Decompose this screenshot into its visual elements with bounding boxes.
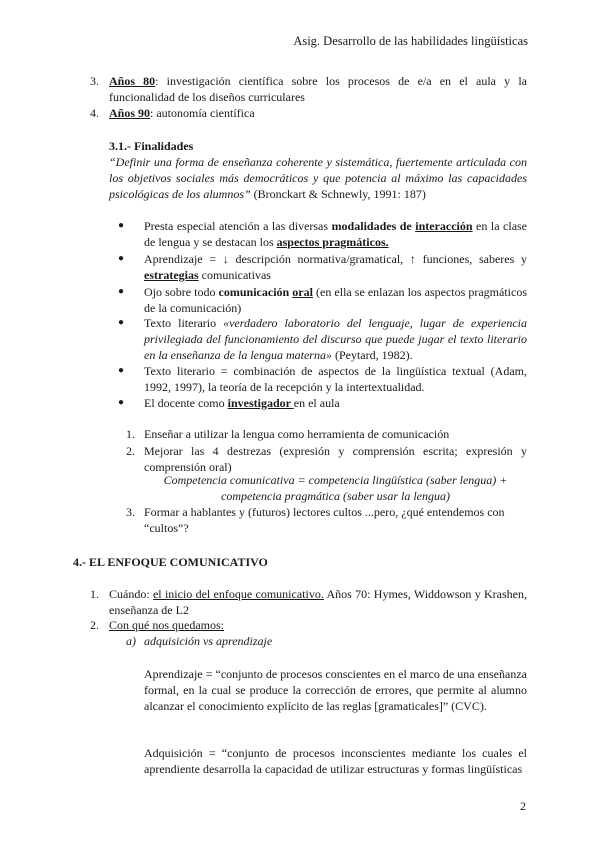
bullet-icon: ●	[118, 365, 125, 376]
keyword: modalidades de	[331, 219, 416, 233]
competence-line	[144, 488, 527, 504]
sub-item	[144, 633, 272, 649]
keyword: investigador	[227, 396, 294, 410]
bullet-item	[144, 284, 527, 316]
keyword: comunicación	[218, 285, 290, 299]
list-number: 3.	[90, 74, 99, 88]
bullet-item	[144, 315, 527, 363]
bullet-item	[144, 395, 527, 411]
text: adquisición vs aprendizaje	[144, 634, 273, 648]
quote-text: «verdadero laboratorio del lenguaje, lugar de experiencia privilegiada del funcionamiento del discurso que puede jugar el texto literario en la enseñanza de la lengua materna»	[144, 316, 527, 362]
list-item	[109, 73, 527, 105]
keyword: Años 80	[109, 74, 156, 88]
text: Años 70: Hymes, Widdowson y Krashen, enseñanza de L2	[109, 587, 527, 617]
list-item: Mejorar las 4 destrezas (expresión y comprensión escrita; expresión y comprensión oral)	[144, 444, 527, 474]
list-number: 2.	[126, 444, 135, 458]
bullet-icon: ●	[118, 253, 125, 264]
bullet-icon: ●	[118, 286, 125, 297]
text: Competencia comunicativa = competencia lingüística (saber lengua) +	[163, 473, 508, 487]
text: El docente como	[144, 396, 228, 410]
text: Cuándo:	[109, 587, 153, 601]
text: Aprendizaje = ↓ descripción normativa/gramatical, ↑ funciones, saberes y	[144, 252, 527, 266]
underlined-text: el inicio del enfoque comunicativo.	[152, 587, 324, 601]
list-item: Formar a hablantes y (futuros) lectores cultos ...pero, ¿qué entendemos con “cultos”?	[144, 505, 505, 535]
page-number: 2	[520, 799, 526, 813]
bullet-icon: ●	[118, 397, 125, 408]
bullet-icon: ●	[118, 220, 125, 231]
keyword: Años 90	[109, 106, 151, 120]
bullet-icon: ●	[118, 317, 125, 328]
list-number: 1.	[90, 587, 99, 601]
text: (Peytard, 1982).	[331, 348, 413, 362]
list-item-text: : investigación científica sobre los procesos de e/a en el aula y la funcionalidad de los diseños curriculares	[109, 74, 527, 104]
keyword: aspectos pragmáticos.	[276, 235, 389, 249]
text: Texto literario	[144, 316, 224, 330]
competence-line	[144, 472, 527, 488]
list-item	[109, 617, 224, 633]
bullet-item	[144, 218, 527, 250]
text: en el aula	[293, 396, 340, 410]
definition-paragraph: Aprendizaje = “conjunto de procesos conscientes en el marco de una enseñanza formal, en la cual se produce la corrección de errores, que permite al alumno alcanzar el conocimiento explícito de las reglas [gramaticales]” (CVC).	[144, 667, 527, 713]
document-header: Asig. Desarrollo de las habilidades lingüísticas	[293, 34, 528, 48]
keyword: oral	[292, 285, 313, 299]
text: Presta especial atención a las diversas	[144, 219, 332, 233]
list-number: 2.	[90, 618, 99, 632]
text: Ojo sobre todo	[144, 285, 219, 299]
list-number: 4.	[90, 106, 99, 120]
section-title: 3.1.- Finalidades	[109, 139, 194, 153]
section-heading: 4.- EL ENFOQUE COMUNICATIVO	[73, 555, 268, 569]
citation: (Bronckart & Schnewly, 1991: 187)	[250, 187, 426, 201]
list-number: 1.	[126, 427, 135, 441]
quote-text: “Definir una forma de enseñanza coherente y sistemática, fuertemente articulada con los objetivos sociales más democráticos y que potencia al máximo las capacidades psicológicas de los alumnos”	[109, 155, 527, 201]
text: (en ella se enlazan los aspectos pragmáticos de la comunicación)	[144, 285, 528, 315]
keyword: estrategias	[144, 268, 199, 282]
text: competencia pragmática (saber usar la lengua)	[221, 489, 450, 503]
bullet-item	[144, 251, 527, 283]
text: comunicativas	[198, 268, 271, 282]
list-item: Enseñar a utilizar la lengua como herramienta de comunicación	[144, 427, 450, 441]
quote-paragraph	[109, 154, 527, 202]
keyword: interacción	[415, 219, 473, 233]
bullet-item: Texto literario = combinación de aspectos de la lingüística textual (Adam, 1992, 1997), la teoría de la recepción y la intertextualidad.	[144, 364, 527, 394]
text: a)	[126, 634, 136, 648]
definition-paragraph: Adquisición = “conjunto de procesos inconscientes mediante los cuales el aprendiente desarrolla la capacidad de utilizar estructuras y formas lingüísticas	[144, 746, 527, 776]
text: en la clase de lengua y se destacan los	[144, 219, 528, 249]
list-item	[109, 105, 527, 121]
sub-letter	[126, 633, 136, 649]
underlined-text: Con qué nos quedamos:	[109, 618, 224, 632]
list-item-text: : autonomía científica	[150, 106, 255, 120]
list-number: 3.	[126, 505, 135, 519]
list-item	[109, 586, 527, 618]
